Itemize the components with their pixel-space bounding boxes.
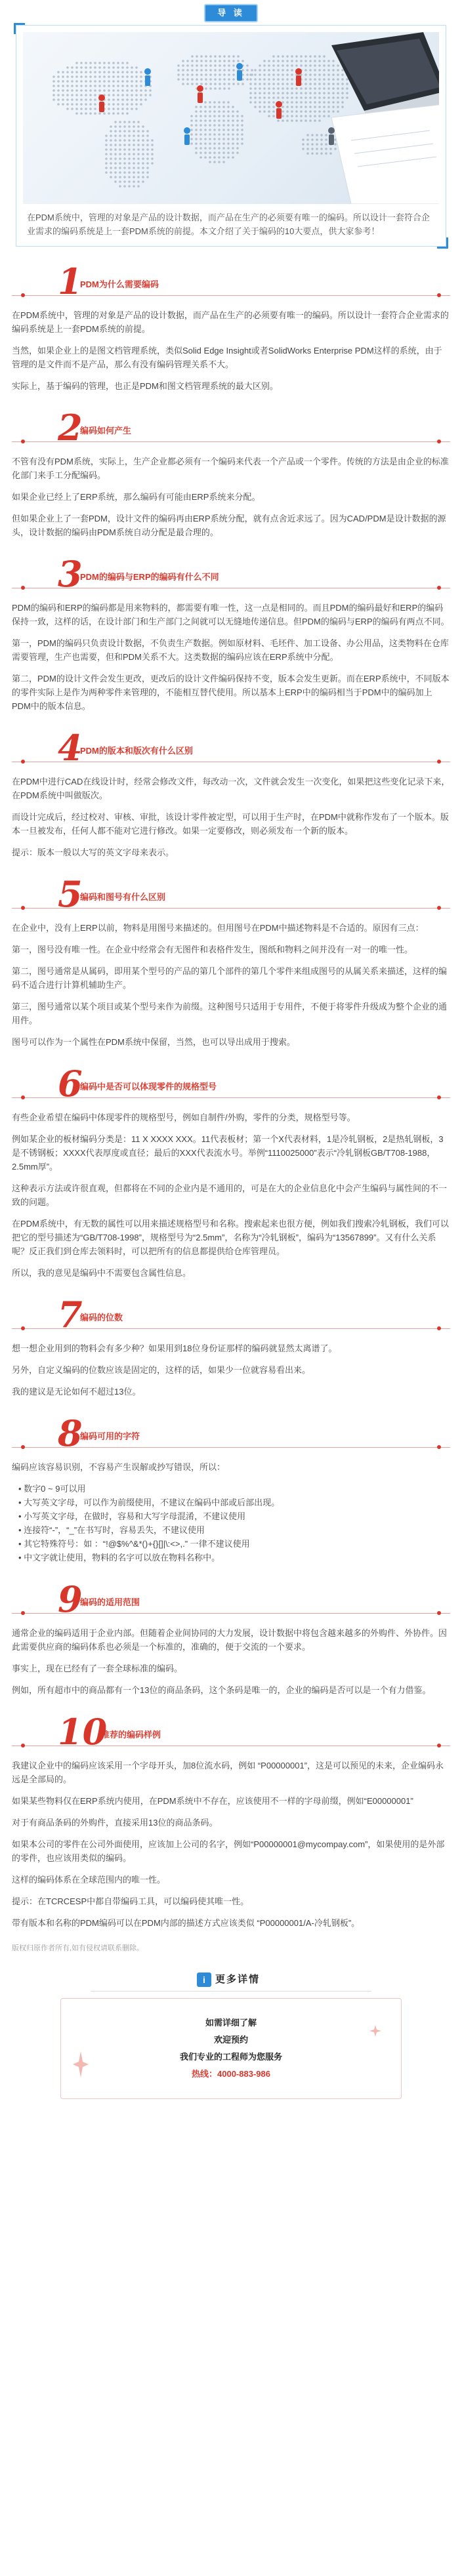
intro-text: 在PDM系统中，管理的对象是产品的设计数据，而产品在生产的必须要有唯一的编码。所以设计一套符合企业需求的编码系统是上一套PDM系统的前提。本文介绍了关于编码的10大要点，供大家参考！ (27, 213, 430, 236)
section-title: 推荐的编码样例 (101, 1730, 161, 1740)
section-header (12, 407, 450, 449)
paragraph: 第一，图号没有唯一性。在企业中经常会有无图件和表格件发生，图纸和物料之间并没有一对一的唯一性。 (12, 945, 413, 954)
contact-card (60, 1998, 402, 2099)
section-2 (12, 407, 450, 539)
paragraph: 例如某企业的板材编码分类是：11 X XXXX XXX。11代表板材；第一个X代表材料，1是冷轧钢板，2是热轧钢板，3是不锈钢板；XXXX代表厚度或直径；最后的XXX代表流水号。举例“1110025000”表示“冷轧钢板GB/T708-1988，2.5mm厚”。 (12, 1134, 444, 1172)
divider-dot-icon (21, 293, 25, 297)
section-7 (12, 1294, 450, 1399)
divider-dot-icon (437, 1744, 441, 1748)
section-6 (12, 1063, 450, 1280)
divider-dot-icon (21, 1095, 25, 1099)
paragraph: 第二，PDM的设计文件会发生更改，更改后的设计文件编码保持不变，版本会发生更新。而在ERP系统中，不同版本的零件实际上是作为两种零件来管理的，不能相互替代使用。所以基本上ERP中的编码相当于PDM中的编码加上PDM中的版本信息。 (12, 674, 450, 711)
paragraph: 例如，所有超市中的商品都有一个13位的商品条码，这个条码是唯一的，企业的编码是否可以是一个有力借鉴。 (12, 1685, 431, 1695)
divider-dot-icon (437, 586, 441, 590)
divider-dot-icon (21, 760, 25, 764)
divider-dot-icon (21, 1445, 25, 1449)
contact-line-2: 欢迎预约 (213, 2035, 248, 2045)
divider-dot-icon (437, 440, 441, 443)
section-header (12, 553, 450, 595)
paragraph: 第二，图号通常是从属码，即用某个型号的产品的第几个部件的第几个零件来组成图号的从属关系来描述，这样的编码不适合进行计算机辅助生产。 (12, 966, 448, 990)
hero-image (23, 32, 439, 204)
section-number: 4 (58, 727, 83, 769)
divider-dot-icon (437, 906, 441, 910)
paragraph: 实际上，基于编码的管理，也正是PDM和图文档管理系统的最大区别。 (12, 381, 278, 391)
paragraph: 在PDM中进行CAD在线设计时，经常会修改文件，每改动一次，文件就会发生一次变化，如果把这些变化记录下来，在PDM系统中叫做版次。 (12, 777, 450, 800)
paragraph: 通常企业的编码适用于企业内部。但随着企业间协同的大力发展，设计数据中将包含越来越多的外购件、外协件。因此需要供应商的编码体系也必须是一个标准的，准确的，便于交流的一个要求。 (12, 1628, 448, 1652)
paragraph: 当然，如果企业上的是图文档管理系统，类似Solid Edge Insight或者SolidWorks Enterprise PDM这样的系统，由于管理的是文件而不是产品，那么有没有编码管理关系不大。 (12, 346, 442, 369)
list-item: • 连接符“-”，“_”在书写时，容易丢失，不建议使用 (18, 1523, 450, 1537)
paragraph: 所以，我的意见是编码中不需要包含属性信息。 (12, 1268, 192, 1278)
people-markers (98, 63, 335, 145)
paper-illustration (331, 104, 439, 204)
section-title: 编码可用的字符 (80, 1431, 140, 1441)
bullet-list (18, 1482, 450, 1564)
section-header (12, 1294, 450, 1336)
paragraph: 我建议企业中的编码应该采用一个字母开头，加8位流水码，例如 “P00000001”，这是可以预见的未来，企业编码永远是全部局的。 (12, 1761, 444, 1784)
section-number: 9 (58, 1578, 83, 1620)
list-item: • 其它特殊符号：如 ：“!@$%^&*()+{}[]|\:<>,.” 一律不建议使用 (18, 1537, 450, 1551)
divider-dot-icon (21, 586, 25, 590)
section-number: 8 (58, 1412, 83, 1454)
paragraph: 第一，PDM的编码只负责设计数据，不负责生产数据。例如原材料、毛坯件、加工设备、办公用品，这类物料在仓库需要管理，生产也需要，但和PDM关系不大。这类数据的编码应该在ERP系统中分配。 (12, 638, 449, 662)
paragraph: 另外，自定义编码的位数应该是固定的，这样的话，如果少一位就容易看出来。 (12, 1365, 311, 1375)
paragraph: 带有版本和名称的PDM编码可以在PDM内部的描述方式应该类似 “P00000001/A-冷轧钢板”。 (12, 1918, 360, 1928)
section-8 (12, 1412, 450, 1564)
paragraph: 编码应该容易识别，不容易产生误解或抄写错误，所以： (12, 1462, 226, 1472)
intro-badge: 导 读 (204, 4, 258, 22)
section-title: 编码和图号有什么区别 (80, 892, 166, 902)
section-header (12, 1711, 450, 1753)
divider-dot-icon (21, 906, 25, 910)
paragraph: 图号可以作为一个属性在PDM系统中保留，当然，也可以导出成用于搜索。 (12, 1037, 295, 1047)
section-number: 5 (58, 873, 83, 915)
section-number: 2 (58, 407, 83, 449)
paragraph: 如果企业已经上了ERP系统，那么编码有可能由ERP系统来分配。 (12, 492, 261, 502)
divider-dot-icon (437, 760, 441, 764)
divider-dot-icon (21, 1611, 25, 1615)
info-icon: i (197, 1973, 211, 1987)
section-header (12, 873, 450, 915)
divider-dot-icon (21, 440, 25, 443)
section-number: 7 (58, 1294, 83, 1336)
section-header (12, 1412, 450, 1454)
section-number: 10 (58, 1711, 108, 1753)
divider-dot-icon (21, 1744, 25, 1748)
paragraph: 不管有没有PDM系统，实际上，生产企业都必须有一个编码来代表一个产品或一个零件。传统的方法是由企业的标准化部门来手工分配编码。 (12, 457, 449, 480)
paragraph: 但如果企业上了一套PDM，设计文件的编码再由ERP系统分配，就有点舍近求远了。因为CAD/PDM是设计数据的源头，设计数据的编码由PDM系统自动分配是最合理的。 (12, 514, 446, 537)
sparkle-decoration-icon (73, 2051, 89, 2077)
paragraph: 我的建议是无论如何不超过13位。 (12, 1387, 141, 1397)
paragraph: 提示：在TCRCESP中都自带编码工具，可以编码使其唯一性。 (12, 1896, 249, 1906)
section-title: 编码如何产生 (80, 426, 132, 436)
divider (91, 1991, 371, 1992)
hotline-text[interactable]: 热线：4000-883-986 (192, 2069, 270, 2079)
list-item: • 大写英文字母，可以作为前缀使用，不建议在编码中部或后部出现。 (18, 1496, 450, 1509)
more-details-header (12, 1969, 450, 1992)
divider-dot-icon (437, 293, 441, 297)
section-header (12, 260, 450, 302)
more-details-label: 更多详情 (215, 1974, 261, 1985)
divider-dot-icon (437, 1326, 441, 1330)
section-header (12, 727, 450, 769)
paragraph: 第三，图号通常以某个项目或某个型号来作为前缀。这种图号只适用于专用件，不便于将零件升级成为整个企业的通用件。 (12, 1002, 448, 1025)
section-header (12, 1578, 450, 1620)
paragraph: 对于有商品条码的外购件，直接采用13位的商品条码。 (12, 1818, 218, 1828)
paragraph: 在PDM系统中，管理的对象是产品的设计数据，而产品在生产的必须要有唯一的编码。所以设计一套符合企业需求的编码系统是上一套PDM系统的前提。 (12, 310, 449, 334)
section-4 (12, 727, 450, 859)
section-title: PDM的编码与ERP的编码有什么不同 (80, 572, 219, 582)
section-header (12, 1063, 450, 1105)
intro-box (16, 25, 446, 247)
paragraph: 如果本公司的零件在公司外面使用，应该加上公司的名字，例如“P00000001@mycompay.com”，如果使用的是外部的零件，也应该用类似的编码。 (12, 1839, 445, 1863)
divider-dot-icon (437, 1445, 441, 1449)
paragraph: 事实上，现在已经有了一套全球标准的编码。 (12, 1664, 183, 1673)
paragraph: 这样的编码体系在全球范围内的唯一性。 (12, 1875, 166, 1885)
divider-dot-icon (21, 1326, 25, 1330)
divider-dot-icon (437, 1611, 441, 1615)
paragraph: 提示：版本一般以大写的英文字母来表示。 (12, 848, 175, 857)
world-map-illustration (23, 32, 439, 204)
contact-line-1: 如需详细了解 (205, 2018, 257, 2028)
section-title: PDM为什么需要编码 (80, 279, 159, 289)
paragraph: 在PDM系统中，有无数的属性可以用来描述规格型号和名称。搜索起来也很方便，例如我们搜索冷轧钢板，我们可以把它的型号描述为“GB/T708-1998”，规格型号为“2.5mm”，名称为“冷轧钢板”，编码为“13567899”。又有什么关系呢？反正我们到仓库去领料时，可以把所有的信息都提供给仓库管理员。 (12, 1219, 449, 1256)
contact-line-3: 我们专业的工程师为您服务 (179, 2052, 282, 2062)
section-3 (12, 553, 450, 713)
paragraph: 而设计完成后，经过校对、审核、审批，该设计零件被定型，可以用于生产时，在PDM中就称作发布了一个版本。版本一旦被发布，任何人都不能对它进行修改。如果一定要修改，则必须发布一个新的版本。 (12, 812, 449, 836)
section-title: 编码的适用范围 (80, 1597, 140, 1607)
section-title: 编码的位数 (80, 1313, 123, 1322)
header (12, 0, 450, 25)
paragraph: 在企业中，没有上ERP以前，物料是用图号来描述的。但用图号在PDM中描述物料是不合适的。原因有三点： (12, 923, 424, 933)
section-number: 1 (58, 260, 83, 302)
list-item: • 中文字就让使用，物料的名字可以放在物料名称中。 (18, 1551, 450, 1564)
section-number: 6 (58, 1063, 83, 1105)
section-number: 3 (58, 553, 83, 595)
copyright-note: 版权归原作者所有,如有侵权请联系删除。 (12, 1944, 144, 1952)
section-title: PDM的版本和版次有什么区别 (80, 746, 193, 756)
section-9 (12, 1578, 450, 1697)
star-decoration-icon (369, 2025, 381, 2037)
divider-dot-icon (437, 1095, 441, 1099)
paragraph: 如果某些物料仅在ERP系统内使用，在PDM系统中不存在，应该使用不一样的字母前缀，例如“E00000001” (12, 1796, 413, 1806)
section-title: 编码中是否可以体现零件的规格型号 (80, 1082, 217, 1092)
section-10 (12, 1711, 450, 1930)
list-item: • 数字0 ~ 9可以用 (18, 1482, 450, 1496)
list-item: • 小写英文字母，在做时，容易和大写字母混淆，不建议使用 (18, 1509, 450, 1523)
sections-container (12, 260, 450, 1930)
section-1 (12, 260, 450, 393)
paragraph: 想一想企业用到的物料会有多少种？如果用到18位身份证那样的编码就显然太离谱了。 (12, 1343, 337, 1353)
paragraph: PDM的编码和ERP的编码都是用来物料的，都需要有唯一性，这一点是相同的。而且PDM的编码最好和ERP的编码保持一致，这样的话，在设计部门和生产部门之间就可以无缝地传递信息。但PDM的编码与ERP的编码有两点不同。 (12, 603, 450, 626)
section-5 (12, 873, 450, 1049)
paragraph: 这种表示方法或许很直观，但都将在不同的企业内是不通用的，可是在大的企业信息化中会产生编码与属性间的不一致的问题。 (12, 1183, 448, 1207)
paragraph: 有些企业希望在编码中体现零件的规格型号，例如自制件/外购，零件的分类，规格型号等。 (12, 1113, 356, 1122)
